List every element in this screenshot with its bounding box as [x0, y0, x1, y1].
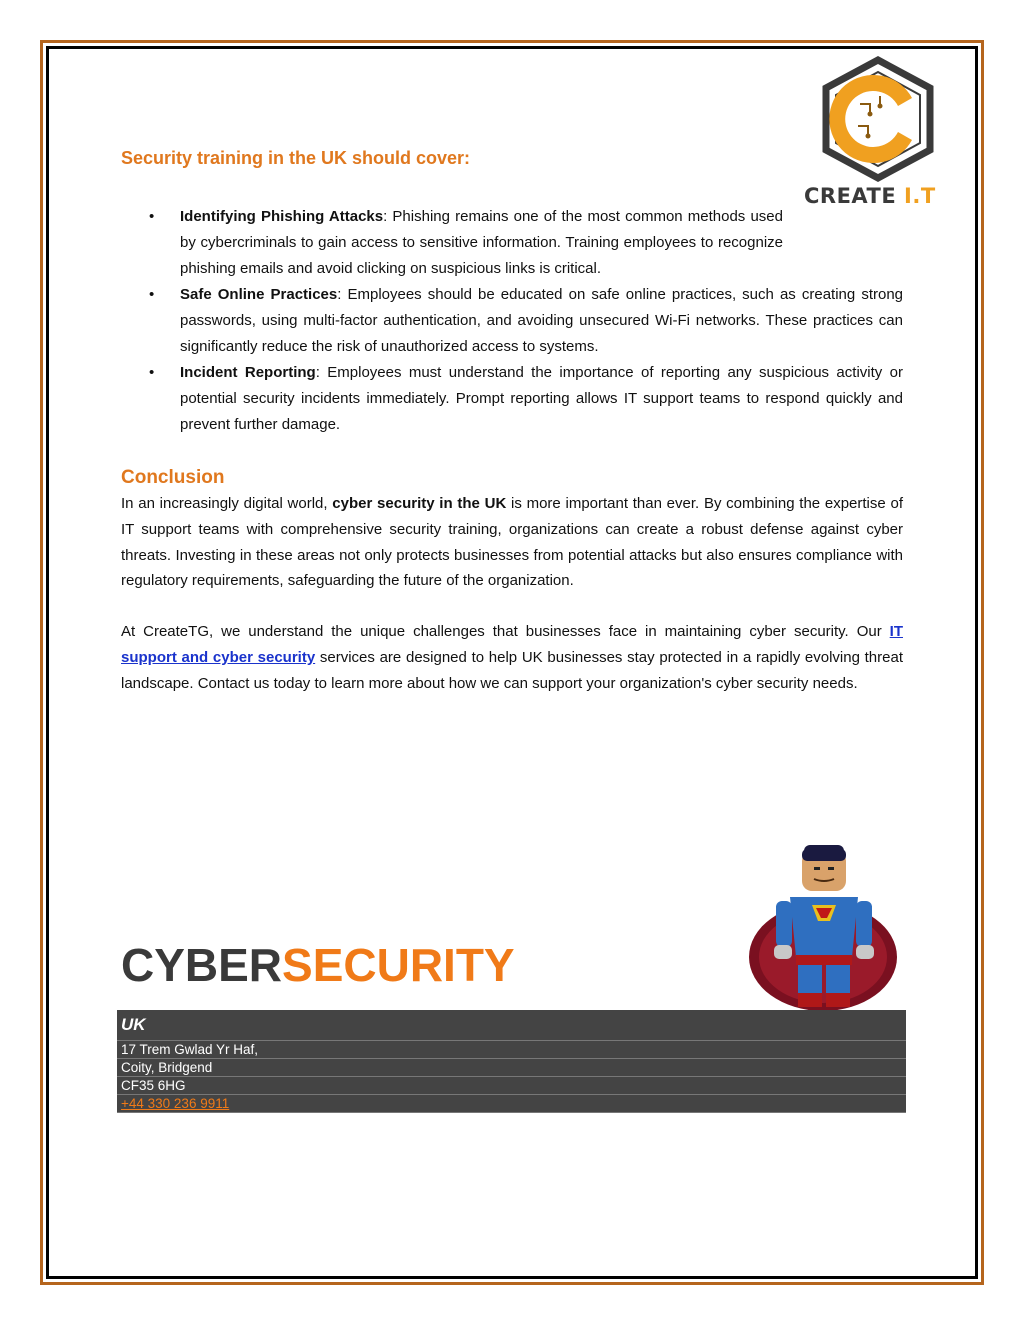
- training-heading: Security training in the UK should cover:: [121, 148, 471, 168]
- training-section: [121, 148, 903, 169]
- conclusion-paragraph-2: [121, 619, 903, 696]
- brand-cyber: CYBER: [121, 939, 283, 991]
- address-line-1: 17 Trem Gwlad Yr Haf,: [117, 1041, 906, 1059]
- logo-word-it: I.T: [904, 184, 936, 208]
- address-block: [117, 1010, 906, 1113]
- cybersecurity-title: [121, 938, 515, 992]
- logo-word-create: CREATE: [804, 184, 905, 208]
- p1-text-end: is more important than ever. By combining the expertise of IT support teams with comprehensive security training, organizations can create a robust defense against cyber threats. Investing in these areas not only protects businesses from potential attacks but also ensures compliance with regulatory requirements, safeguarding the future of the organization.: [121, 495, 903, 590]
- bullet-dot-icon: •: [149, 364, 155, 381]
- conclusion-paragraph-1: [121, 491, 903, 594]
- list-item-title: Incident Reporting: [180, 364, 316, 381]
- address-line-3: CF35 6HG: [117, 1077, 906, 1095]
- address-line-2: Coity, Bridgend: [117, 1059, 906, 1077]
- list-item-title: Identifying Phishing Attacks: [180, 208, 384, 225]
- p1-text-start: In an increasingly digital world,: [121, 495, 333, 512]
- superhero-figure-icon: [748, 845, 898, 1013]
- training-list: [121, 204, 903, 438]
- list-item: [121, 204, 903, 282]
- address-phone-row: [117, 1095, 906, 1113]
- p1-bold-text: cyber security in the UK: [332, 495, 507, 512]
- list-item-text: : Employees should be educated on safe online practices, such as creating strong passwords, using multi-factor authentication, and avoiding unsecured Wi-Fi networks. These practices can significantly reduce the risk of unauthorized access to systems.: [180, 286, 904, 355]
- list-item: [121, 360, 903, 438]
- list-item-text: : Phishing remains one of the most common methods used by cybercriminals to gain access to sensitive information. Training employees to recognize phishing emails and avoid clicking on suspicious links is critical.: [180, 208, 783, 277]
- bullet-dot-icon: •: [149, 286, 155, 303]
- conclusion-section: [121, 467, 903, 697]
- p2-text-end: services are designed to help UK businesses stay protected in a rapidly evolving threat landscape. Contact us today to learn more about how we can support your organization's cyber security needs.: [121, 648, 903, 692]
- brand-security: SECURITY: [282, 939, 515, 991]
- phone-link[interactable]: +44 330 236 9911: [121, 1096, 230, 1111]
- list-item-text: : Employees must understand the importance of reporting any suspicious activity or potential security incidents immediately. Prompt reporting allows IT support teams to respond quickly and prevent further damage.: [180, 364, 903, 433]
- p2-line1: At CreateTG, we understand the unique challenges that businesses face in maintaining cyber security.: [121, 623, 849, 641]
- conclusion-heading: Conclusion: [121, 467, 225, 488]
- list-item: [121, 282, 903, 360]
- bullet-dot-icon: •: [149, 208, 155, 225]
- address-region: UK: [117, 1010, 906, 1041]
- p2-our: Our: [856, 623, 890, 641]
- it-support-link[interactable]: IT support and cyber security: [121, 623, 903, 666]
- list-item-title: Safe Online Practices: [180, 286, 338, 303]
